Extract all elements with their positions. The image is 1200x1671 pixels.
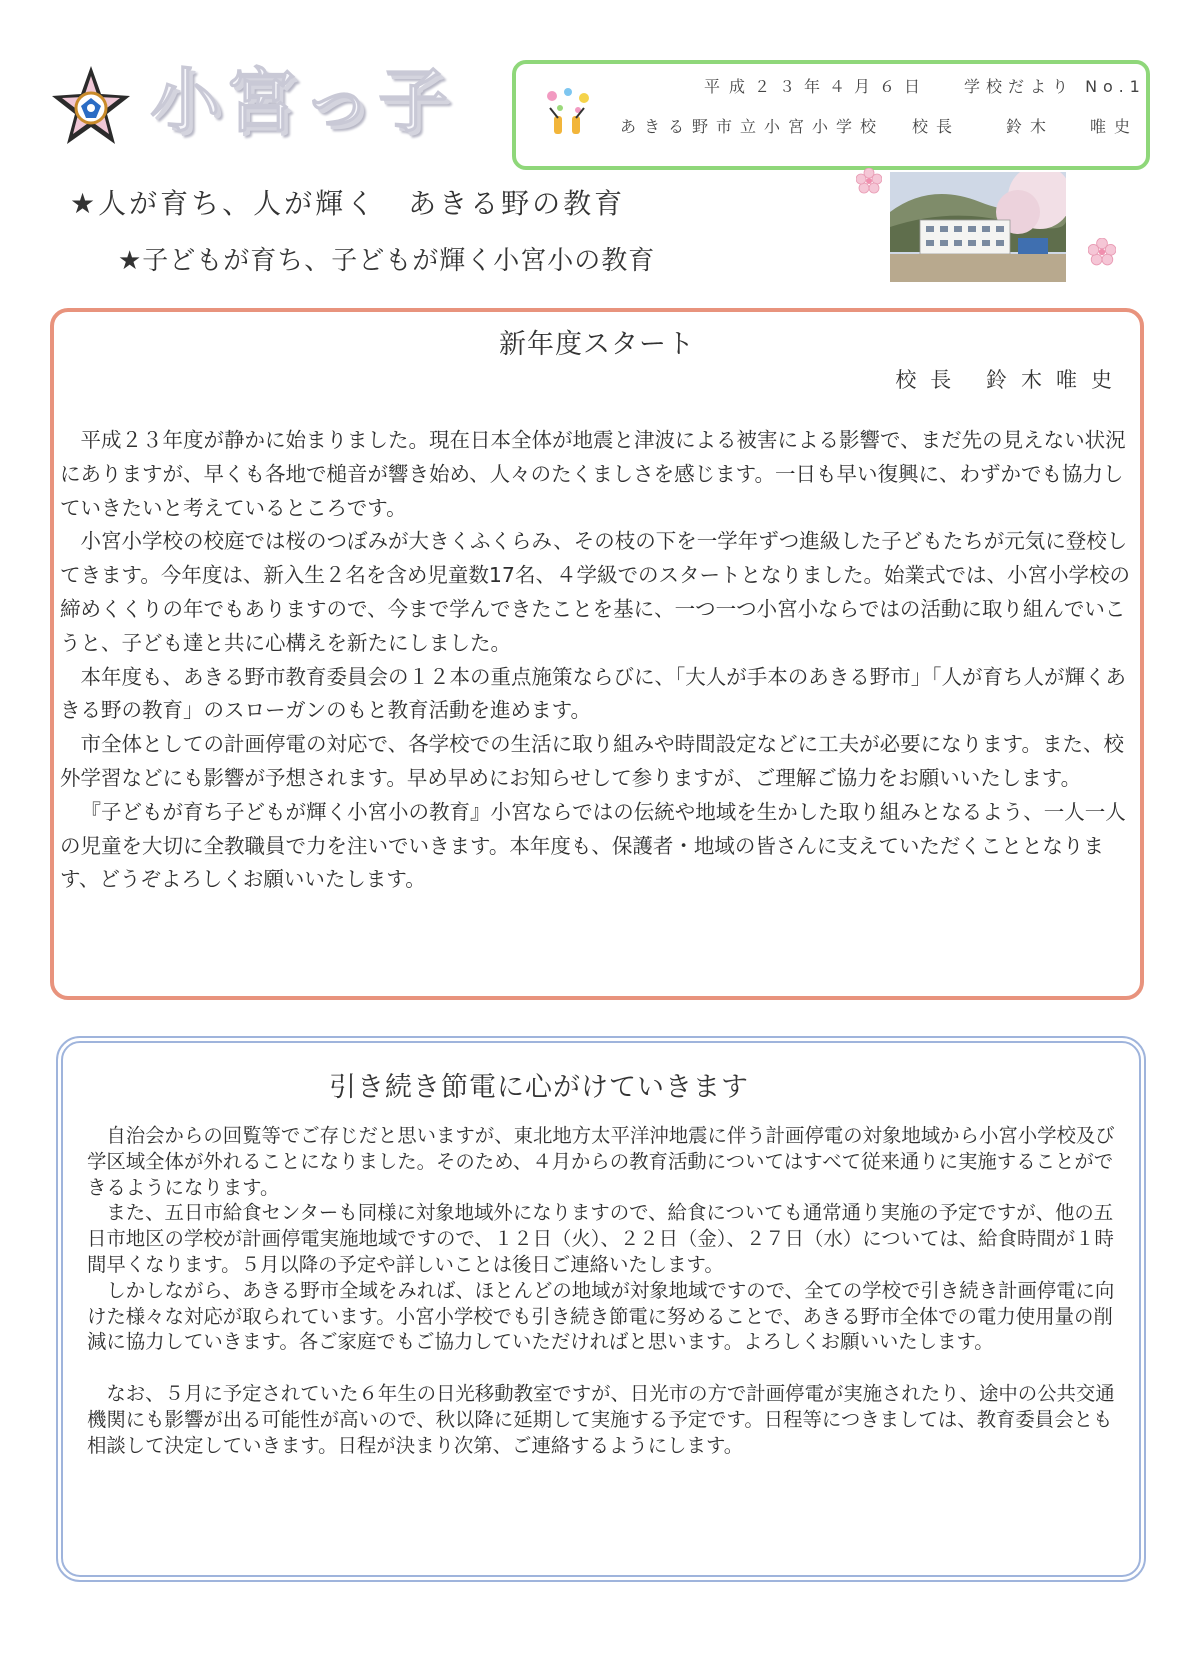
section-body: [87, 1123, 1131, 1458]
cheering-children-icon: [538, 86, 598, 138]
section-author: 校長 鈴木唯史: [895, 368, 1126, 392]
paragraph: 平成２３年度が静かに始まりました。現在日本全体が地震と津波による被害による影響で、まだ先の見えない状況にありますが、早くも各地で槌音が響き始め、人々のたくましさを感じます。一日も早い復興に、わずかでも協力していきたいと考えているところです。: [60, 428, 1126, 520]
newsletter-info-box: [512, 60, 1150, 170]
paragraph: 自治会からの回覧等でご存じだと思いますが、東北地方太平洋沖地震に伴う計画停電の対象地域から小宮小学校及び学区域全体が外れることになりました。そのため、４月からの教育活動についてはすべて従来通りに実施することができるようになります。: [87, 1124, 1115, 1199]
power-saving-section: [56, 1036, 1146, 1582]
new-year-start-section: [50, 308, 1144, 1000]
principal-given-name: 唯史: [1090, 117, 1139, 136]
school-emblem-star-icon: [48, 64, 134, 150]
paragraph: 小宮小学校の校庭では桜のつぼみが大きくふくらみ、その枝の下を一学年ずつ進級した子どもたちが元気に登校してきます。今年度は、新入生２名を含め児童数17名、４学級でのスタートとなりました。始業式では、小宮小学校の締めくくりの年でもありますので、今まで学んできたことを基に、一つ一つ小宮小ならではの活動に取り組んでいこうと、子ども達と共に心構えを新たにしました。: [60, 529, 1130, 655]
school-building-photo: [890, 172, 1066, 282]
masthead-title: 小宮っ子: [150, 60, 454, 142]
slogan-akiruno: ★人が育ち、人が輝く あきる野の教育: [70, 187, 626, 220]
school-name: あきる野市立小宮小学校: [620, 117, 885, 136]
issue-number: 学校だより No.1: [964, 77, 1146, 96]
section-title: 引き続き節電に心がけていきます: [329, 1072, 749, 1103]
sakura-flower-icon: [1088, 238, 1116, 266]
paragraph: なお、５月に予定されていた６年生の日光移動教室ですが、日光市の方で計画停電が実施されたり、途中の公共交通機関にも影響が出る可能性が高いので、秋以降に延期して実施する予定です。日程等につきましては、教育委員会とも相談して決定していきます。日程が決まり次第、ご連絡するようにします。: [87, 1381, 1115, 1457]
paragraph: また、五日市給食センターも同様に対象地域外になりますので、給食についても通常通り実施の予定ですが、他の五日市地区の学校が計画停電実施地域ですので、１２日（火）、２２日（金）、２７日（水）については、給食時間が１時間早くなります。５月以降の予定や詳しいことは後日ご連絡いたします。: [87, 1201, 1114, 1276]
section-body: [60, 424, 1140, 897]
principal-title: 校長: [912, 117, 961, 136]
paragraph: 市全体としての計画停電の対応で、各学校での生活に取り組みや時間設定などに工夫が必要になります。また、校外学習などにも影響が予想されます。早め早めにお知らせして参りますが、ご理解ご協力をお願いいたします。: [60, 732, 1124, 790]
slogan-komiya: ★子どもが育ち、子どもが輝く小宮小の教育: [118, 246, 656, 276]
section-title: 新年度スタート: [499, 329, 695, 360]
paragraph: 『子どもが育ち子どもが輝く小宮小の教育』小宮ならではの伝統や地域を生かした取り組みとなるよう、一人一人の児童を大切に全教職員で力を注いでいきます。本年度も、保護者・地域の皆さんに支えていただくこととなります、どうぞよろしくお願いいたします。: [60, 799, 1126, 892]
paragraph: しかしながら、あきる野市全域をみれば、ほとんどの地域が対象地域ですので、全ての学校で引き続き計画停電に向けた様々な対応が取られています。小宮小学校でも引き続き節電に努めることで、あきる野市全体での電力使用量の削減に協力していきます。各ご家庭でもご協力していただければと思います。よろしくお願いいたします。: [87, 1278, 1115, 1354]
issue-date: 平成２３年４月６日: [704, 77, 930, 96]
paragraph: 本年度も、あきる野市教育委員会の１２本の重点施策ならびに、「大人が手本のあきる野市」「人が育ち人が輝くあきる野の教育」のスローガンのもと教育活動を進めます。: [60, 664, 1126, 723]
sakura-flower-icon: [856, 168, 882, 194]
principal-surname: 鈴木: [1006, 117, 1055, 136]
